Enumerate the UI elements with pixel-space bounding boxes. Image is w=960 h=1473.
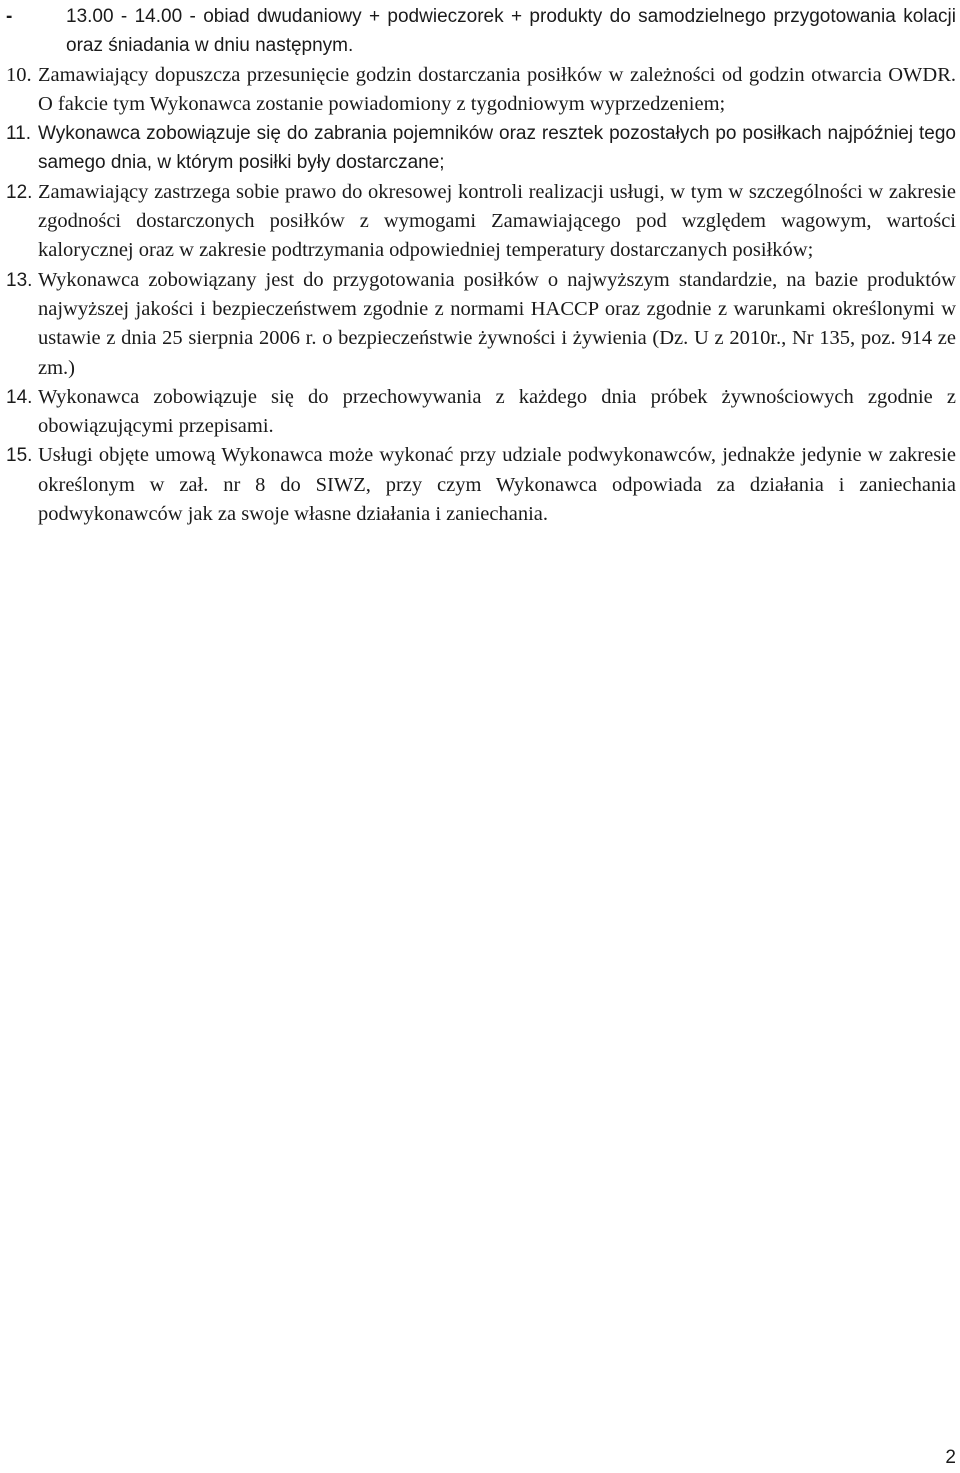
list-item-14 — [6, 383, 956, 442]
list-item-text: Wykonawca zobowiązany jest do przygotowania posiłków o najwyższym standardzie, na bazie produktów najwyższej jakości i bezpieczeństwem zgodnie z normami HACCP oraz zgodnie z warunkami określonymi w ustawie z dnia 25 sierpnia 2006 r. o bezpieczeństwie żywności i żywienia (Dz. U z 2010r., Nr 135, poz. 914 ze zm.) — [38, 268, 956, 379]
list-item-number: 11. — [6, 123, 32, 145]
list-item-meal-schedule — [6, 2, 956, 61]
list-item-text: Zamawiający dopuszcza przesunięcie godzin dostarczania posiłków w zależności od godzin otwarcia OWDR. O fakcie tym Wykonawca zostanie powiadomiony z tygodniowym wyprzedzeniem; — [38, 63, 956, 115]
list-item-number: 10. — [6, 63, 32, 86]
list-item-15 — [6, 441, 956, 529]
list-item-number: 12. — [6, 181, 33, 203]
list-item-text: Wykonawca zobowiązuje się do zabrania pojemników oraz resztek pozostałych po posiłkach najpóźniej tego samego dnia, w którym posiłki były dostarczane; — [38, 123, 956, 174]
list-item-text: Usługi objęte umową Wykonawca może wykonać przy udziale podwykonawców, jednakże jedynie w zakresie określonym w zał. nr 8 do SIWZ, przy czym Wykonawca odpowiada za działania i zaniechania podwykonawców jak za swoje własne działania i zaniechania. — [38, 444, 956, 526]
list-item-text: 13.00 - 14.00 - obiad dwudaniowy + podwieczorek + produkty do samodzielnego przygotowania kolacji oraz śniadania w dniu następnym. — [66, 6, 956, 57]
list-item-13 — [6, 266, 956, 383]
document-body — [6, 2, 956, 529]
list-item-number: 15. — [6, 445, 33, 467]
list-item-11 — [6, 119, 956, 178]
page-number: 2 — [945, 1447, 956, 1468]
list-item-number: 14. — [6, 386, 33, 408]
list-item-12 — [6, 178, 956, 266]
list-dash-marker: - — [6, 6, 13, 27]
list-item-text: Zamawiający zastrzega sobie prawo do okresowej kontroli realizacji usługi, w tym w szczególności w zakresie zgodności dostarczonych posiłków z wymogami Zamawiającego pod względem wagowym, wartości kalorycznej oraz w zakresie podtrzymania odpowiedniej temperatury dostarczanych posiłków; — [38, 180, 956, 262]
list-item-number: 13. — [6, 269, 33, 291]
list-item-text: Wykonawca zobowiązuje się do przechowywania z każdego dnia próbek żywnościowych zgodnie z obowiązującymi przepisami. — [38, 385, 956, 438]
list-item-10 — [6, 61, 956, 120]
